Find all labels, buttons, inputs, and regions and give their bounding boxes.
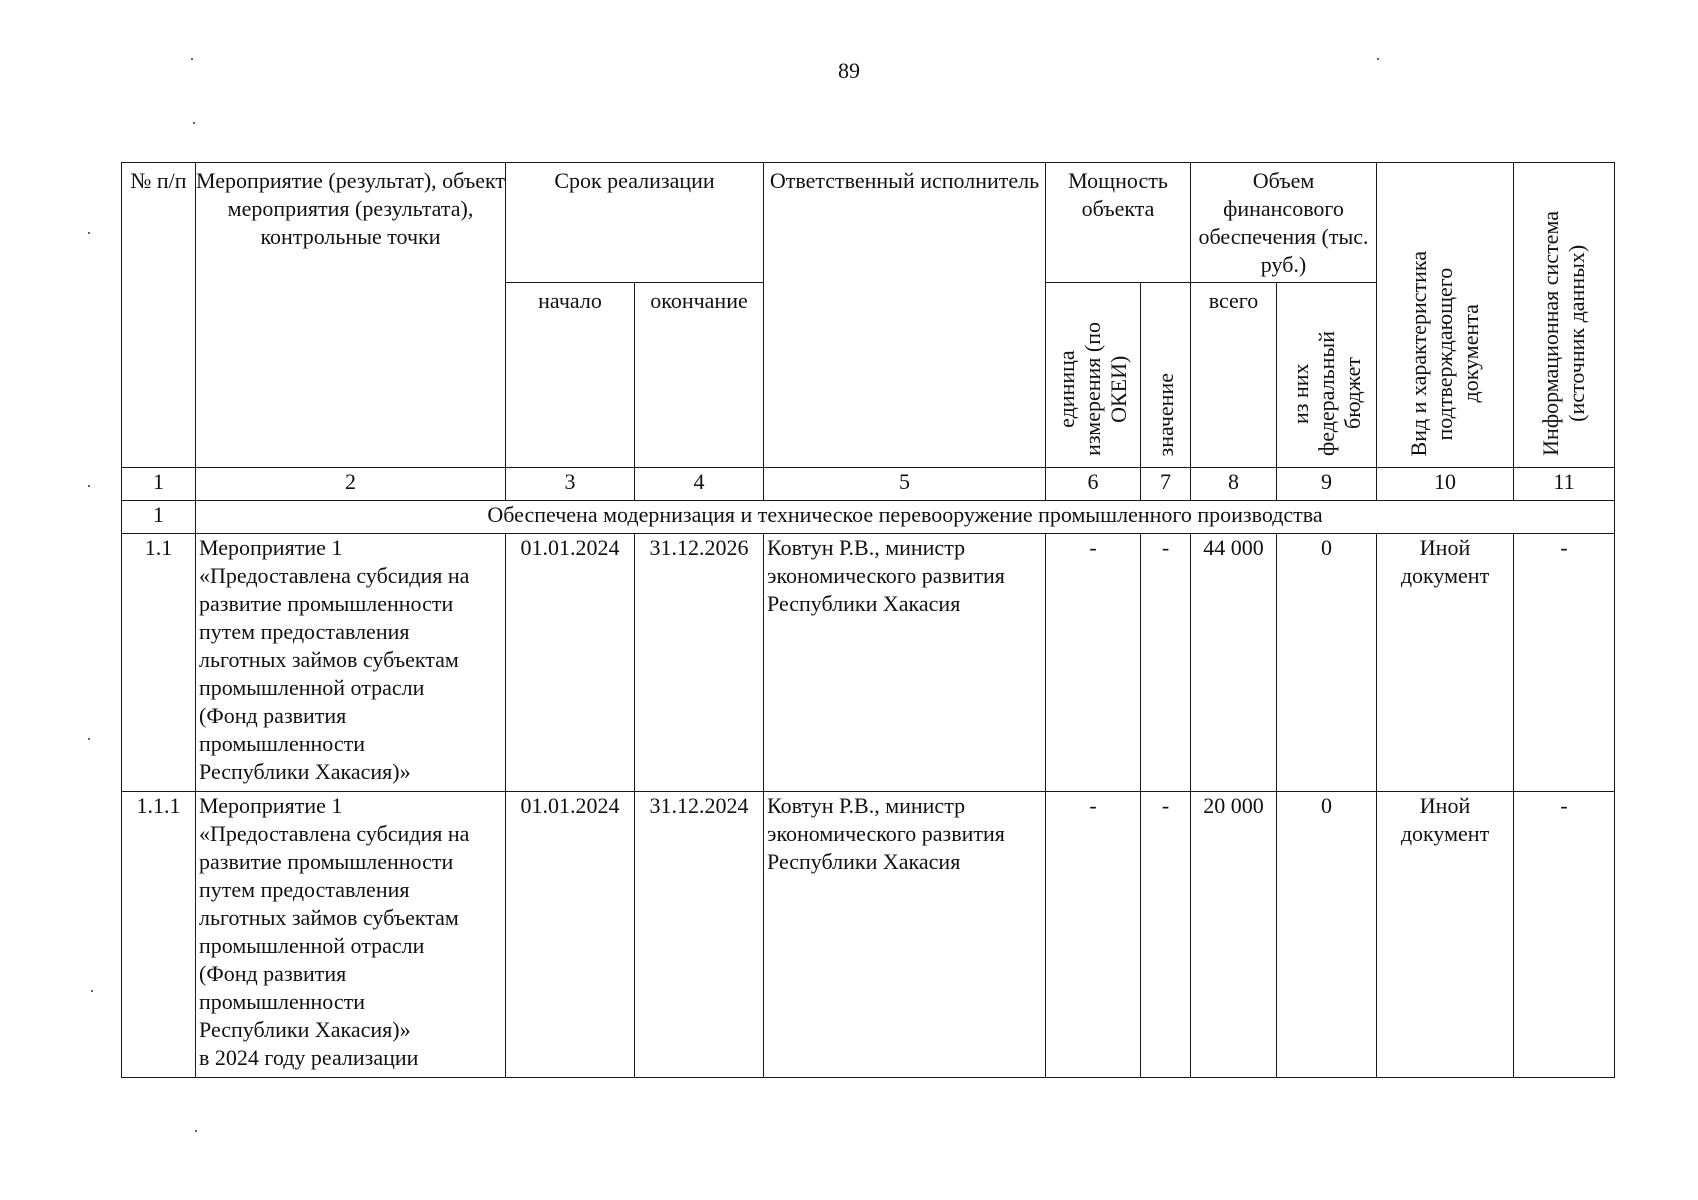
column-numbers-row bbox=[122, 468, 1615, 501]
row-num: 1.1 bbox=[122, 534, 196, 792]
column-number: 1 bbox=[122, 468, 196, 501]
row-info: - bbox=[1514, 792, 1615, 1078]
header-finance-total: всего bbox=[1191, 283, 1277, 468]
scan-dot bbox=[1377, 58, 1379, 60]
row-value: - bbox=[1141, 792, 1191, 1078]
header-capacity-value: значение bbox=[1152, 372, 1178, 456]
row-event: Мероприятие 1 «Предоставлена субсидия на развитие промышленности путем предоставления льготных займов субъектам промышленной отрасли (Фонд развития промышленности Республики Хакасия)» bbox=[196, 534, 506, 792]
scan-dot bbox=[195, 1130, 197, 1132]
row-value: - bbox=[1141, 534, 1191, 792]
column-number: 10 bbox=[1377, 468, 1514, 501]
row-total: 44 000 bbox=[1191, 534, 1277, 792]
row-federal: 0 bbox=[1277, 792, 1377, 1078]
header-info-system: Информационная система (источник данных) bbox=[1538, 211, 1590, 456]
section-title: Обеспечена модернизация и техническое перевооружение промышленного производства bbox=[196, 501, 1615, 534]
column-number: 7 bbox=[1141, 468, 1191, 501]
page-number: 89 bbox=[838, 58, 860, 83]
header-capacity-value-cell bbox=[1141, 283, 1191, 468]
header-info-system-cell bbox=[1514, 163, 1615, 468]
header-term-start: начало bbox=[506, 283, 635, 468]
header-term-end: окончание bbox=[635, 283, 764, 468]
column-number: 3 bbox=[506, 468, 635, 501]
header-finance-federal: из них федеральный бюджет bbox=[1287, 331, 1365, 456]
row-unit: - bbox=[1046, 534, 1141, 792]
table-row bbox=[122, 534, 1615, 792]
row-end: 31.12.2026 bbox=[635, 534, 764, 792]
row-unit: - bbox=[1046, 792, 1141, 1078]
column-number: 4 bbox=[635, 468, 764, 501]
row-doc: Иной документ bbox=[1377, 534, 1514, 792]
header-term: Срок реализации bbox=[506, 163, 764, 283]
row-executor: Ковтун Р.В., министр экономического развития Республики Хакасия bbox=[764, 792, 1046, 1078]
scan-dot bbox=[191, 58, 193, 60]
section-num: 1 bbox=[122, 501, 196, 534]
column-number: 5 bbox=[764, 468, 1046, 501]
column-number: 2 bbox=[196, 468, 506, 501]
row-start: 01.01.2024 bbox=[506, 534, 635, 792]
header-row-top bbox=[122, 163, 1615, 283]
header-doc-type: Вид и характеристика подтверждающего документа bbox=[1406, 250, 1484, 456]
header-finance: Объем финансового обеспечения (тыс. руб.) bbox=[1191, 163, 1377, 283]
scan-dot bbox=[91, 990, 93, 992]
row-federal: 0 bbox=[1277, 534, 1377, 792]
row-start: 01.01.2024 bbox=[506, 792, 635, 1078]
column-number: 11 bbox=[1514, 468, 1615, 501]
row-executor: Ковтун Р.В., министр экономического развития Республики Хакасия bbox=[764, 534, 1046, 792]
section-row bbox=[122, 501, 1615, 534]
header-capacity-unit-cell bbox=[1046, 283, 1141, 468]
table-row bbox=[122, 792, 1615, 1078]
scan-dot bbox=[88, 738, 90, 740]
header-capacity: Мощность объекта bbox=[1046, 163, 1191, 283]
column-number: 8 bbox=[1191, 468, 1277, 501]
header-doc-type-cell bbox=[1377, 163, 1514, 468]
header-finance-federal-cell bbox=[1277, 283, 1377, 468]
measures-table bbox=[121, 162, 1615, 1078]
scan-dot bbox=[88, 485, 90, 487]
row-end: 31.12.2024 bbox=[635, 792, 764, 1078]
column-number: 6 bbox=[1046, 468, 1141, 501]
scan-dot bbox=[88, 232, 90, 234]
column-number: 9 bbox=[1277, 468, 1377, 501]
row-event: Мероприятие 1 «Предоставлена субсидия на развитие промышленности путем предоставления льготных займов субъектам промышленной отрасли (Фонд развития промышленности Республики Хакасия)» в 2024 году реализации bbox=[196, 792, 506, 1078]
row-doc: Иной документ bbox=[1377, 792, 1514, 1078]
row-num: 1.1.1 bbox=[122, 792, 196, 1078]
header-event: Мероприятие (результат), объект мероприятия (результата), контрольные точки bbox=[196, 163, 506, 468]
scan-dot bbox=[193, 122, 195, 124]
row-info: - bbox=[1514, 534, 1615, 792]
header-num: № п/п bbox=[122, 163, 196, 468]
header-capacity-unit: единица измерения (по ОКЕИ) bbox=[1054, 322, 1132, 456]
header-executor: Ответственный исполнитель bbox=[764, 163, 1046, 468]
row-total: 20 000 bbox=[1191, 792, 1277, 1078]
